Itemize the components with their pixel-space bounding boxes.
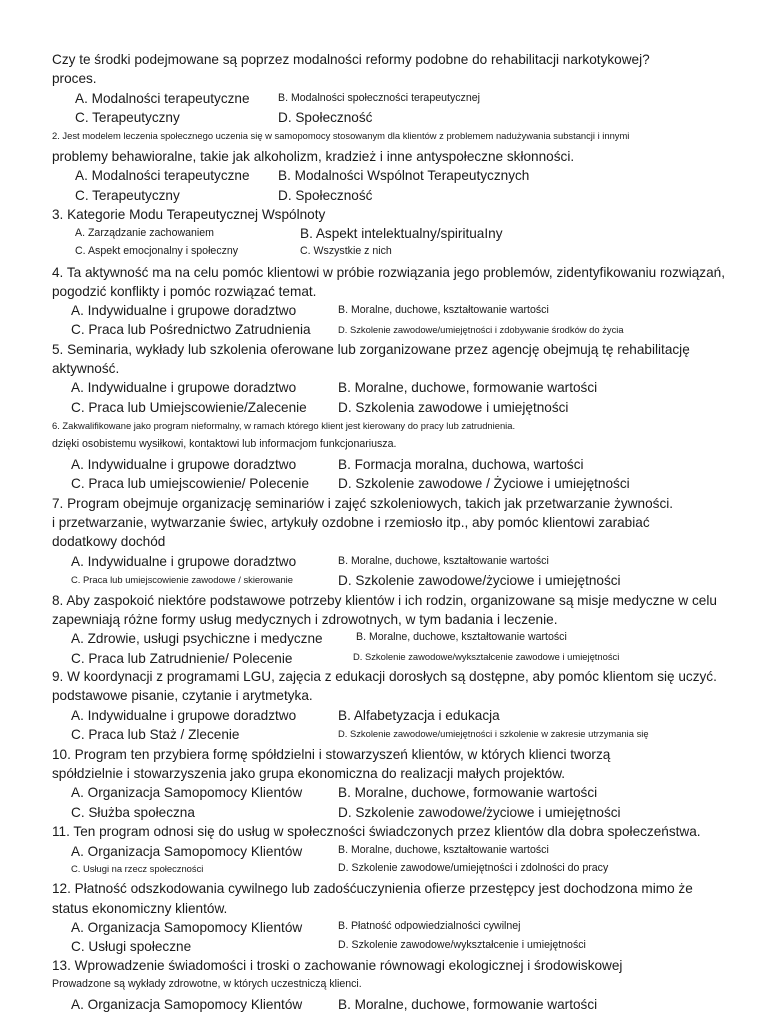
option-c: C. Praca lub Pośrednictwo Zatrudnienia [71, 322, 311, 337]
question-text: 7. Program obejmuje organizację seminariów i zajęć szkoleniowych, takich jak przetwarzanie żywności. [52, 496, 674, 511]
option-b: B. Formacja moralna, duchowa, wartości [338, 457, 584, 472]
question-text: Czy te środki podejmowane są poprzez modalności reformy podobne do rehabilitacji narkotykowej? [52, 52, 650, 67]
option-c: C. Terapeutyczny [75, 188, 180, 203]
option-b: B. Moralne, duchowe, formowanie wartości [338, 380, 598, 395]
option-a: A. Indywidualne i grupowe doradztwo [71, 554, 297, 569]
option-a: A. Indywidualne i grupowe doradztwo [71, 380, 297, 395]
option-c: C. Praca lub Umiejscowienie/Zalecenie [71, 400, 307, 415]
question-text: status ekonomiczny klientów. [52, 901, 228, 916]
question-text: 6. Zakwalifikowane jako program nieformalny, w ramach którego klient jest kierowany do pracy lub zatrudnienia. [52, 420, 516, 431]
question-text: proces. [52, 71, 97, 86]
option-b: B. Moralne, duchowe, kształtowanie wartości [338, 555, 549, 567]
option-c: C. Służba społeczna [71, 805, 195, 820]
question-text: 12. Płatność odszkodowania cywilnego lub zadośćuczynienia ofierze przestępcy jest dochodzona mimo że [52, 881, 693, 896]
question-text: dzięki osobistemu wysiłkowi, kontaktowi lub informacjom funkcjonariusza. [52, 438, 397, 450]
option-c: C. Aspekt emocjonalny i społeczny [75, 245, 239, 257]
option-c: C. Praca lub umiejscowienie/ Polecenie [71, 476, 310, 491]
option-d: D. Szkolenie zawodowe/wykształcenie i umiejętności [338, 939, 586, 951]
option-d: D. Szkolenie zawodowe/życiowe i umiejętności [338, 805, 621, 820]
option-a: A. Indywidualne i grupowe doradztwo [71, 303, 297, 318]
option-a: A. Indywidualne i grupowe doradztwo [71, 708, 297, 723]
option-c: C. Usługi społeczne [71, 939, 192, 954]
question-text: Prowadzone są wykłady zdrowotne, w których uczestniczą klienci. [52, 978, 362, 990]
question-text: 2. Jest modelem leczenia społecznego uczenia się w samopomocy stosowanym dla klientów z problemem nadużywania substancji i innymi [52, 130, 630, 141]
option-d: D. Szkolenie zawodowe/umiejętności i zdolności do pracy [338, 862, 609, 874]
option-d: D. Szkolenia zawodowe i umiejętności [338, 400, 569, 415]
option-c: C. Terapeutyczny [75, 110, 180, 125]
question-text: dodatkowy dochód [52, 534, 166, 549]
option-a: A. Organizacja Samopomocy Klientów [71, 997, 303, 1012]
option-d: D. Społeczność [278, 110, 373, 125]
question-text: 9. W koordynacji z programami LGU, zajęcia z edukacji dorosłych są dostępne, aby pomóc klientom się uczyć. [52, 669, 717, 684]
question-text: 3. Kategorie Modu Terapeutycznej Wspólnoty [52, 207, 326, 222]
question-text: 11. Ten program odnosi się do usług w społeczności świadczonych przez klientów dla dobra społeczeństwa. [52, 824, 701, 839]
option-b: B. Aspekt intelektualny/spirituaIny [300, 226, 503, 241]
option-d: C. Wszystkie z nich [300, 245, 392, 257]
option-c: C. Praca lub umiejscowienie zawodowe / skierowanie [71, 574, 293, 585]
question-text: 10. Program ten przybiera formę spółdzielni i stowarzyszeń klientów, w których klienci tworzą [52, 747, 611, 762]
question-text: spółdzielnie i stowarzyszenia jako grupa ekonomiczna do realizacji małych projektów. [52, 766, 566, 781]
option-d: D. Szkolenie zawodowe/wykształcenie zawodowe i umiejętności [353, 651, 620, 662]
option-c: C. Usługi na rzecz społeczności [71, 863, 204, 874]
option-b: B. Moralne, duchowe, kształtowanie wartości [338, 304, 549, 316]
question-text: podstawowe pisanie, czytanie i arytmetyka. [52, 688, 313, 703]
option-c: C. Praca lub Staż / Zlecenie [71, 727, 240, 742]
option-a: A. Modalności terapeutyczne [75, 168, 250, 183]
option-b: B. Płatność odpowiedzialności cywilnej [338, 920, 521, 932]
question-text: 8. Aby zaspokoić niektóre podstawowe potrzeby klientów i ich rodzin, organizowane są misje medyczne w celu [52, 593, 717, 608]
option-a: A. Zdrowie, usługi psychiczne i medyczne [71, 631, 323, 646]
question-text: zapewniają różne formy usług medycznych i zdrowotnych, w tym badania i leczenie. [52, 612, 558, 627]
question-text: 13. Wprowadzenie świadomości i troski o zachowanie równowagi ekologicznej i środowiskowej [52, 958, 623, 973]
question-text: pogodzić konflikty i pomóc rozwiązać temat. [52, 284, 317, 299]
option-d: D. Szkolenie zawodowe/umiejętności i szkolenie w zakresie utrzymania się [338, 728, 649, 739]
option-a: A. Organizacja Samopomocy Klientów [71, 844, 303, 859]
option-a: A. Indywidualne i grupowe doradztwo [71, 457, 297, 472]
option-d: D. Szkolenie zawodowe/życiowe i umiejętności [338, 573, 621, 588]
option-b: B. Moralne, duchowe, kształtowanie wartości [356, 631, 567, 643]
option-d: D. Szkolenie zawodowe/umiejętności i zdobywanie środków do życia [338, 324, 624, 335]
option-b: B. Moralne, duchowe, formowanie wartości [338, 785, 598, 800]
question-text: 5. Seminaria, wykłady lub szkolenia oferowane lub zorganizowane przez agencję obejmują tę rehabilitację [52, 342, 690, 357]
question-text: problemy behawioralne, takie jak alkoholizm, kradzież i inne antyspołeczne skłonności. [52, 149, 575, 164]
option-a: A. Modalności terapeutyczne [75, 91, 250, 106]
option-d: D. Społeczność [278, 188, 373, 203]
option-a: A. Organizacja Samopomocy Klientów [71, 920, 303, 935]
option-b: B. Moralne, duchowe, formowanie wartości [338, 997, 598, 1012]
option-d: D. Szkolenie zawodowe / Życiowe i umiejętności [338, 476, 630, 491]
option-c: C. Praca lub Zatrudnienie/ Polecenie [71, 651, 293, 666]
option-a: A. Organizacja Samopomocy Klientów [71, 785, 303, 800]
option-b: B. Alfabetyzacja i edukacja [338, 708, 500, 723]
option-b: B. Modalności społeczności terapeutycznej [278, 92, 480, 104]
question-text: aktywność. [52, 361, 120, 376]
option-b: B. Moralne, duchowe, kształtowanie wartości [338, 844, 549, 856]
question-text: i przetwarzanie, wytwarzanie świec, artykuły ozdobne i rzemiosło itp., aby pomóc klientowi zarabiać [52, 515, 650, 530]
option-a: A. Zarządzanie zachowaniem [75, 227, 214, 239]
question-text: 4. Ta aktywność ma na celu pomóc klientowi w próbie rozwiązania jego problemów, zidentyfikowaniu rozwiązań, [52, 265, 725, 280]
option-b: B. Modalności Wspólnot Terapeutycznych [278, 168, 530, 183]
